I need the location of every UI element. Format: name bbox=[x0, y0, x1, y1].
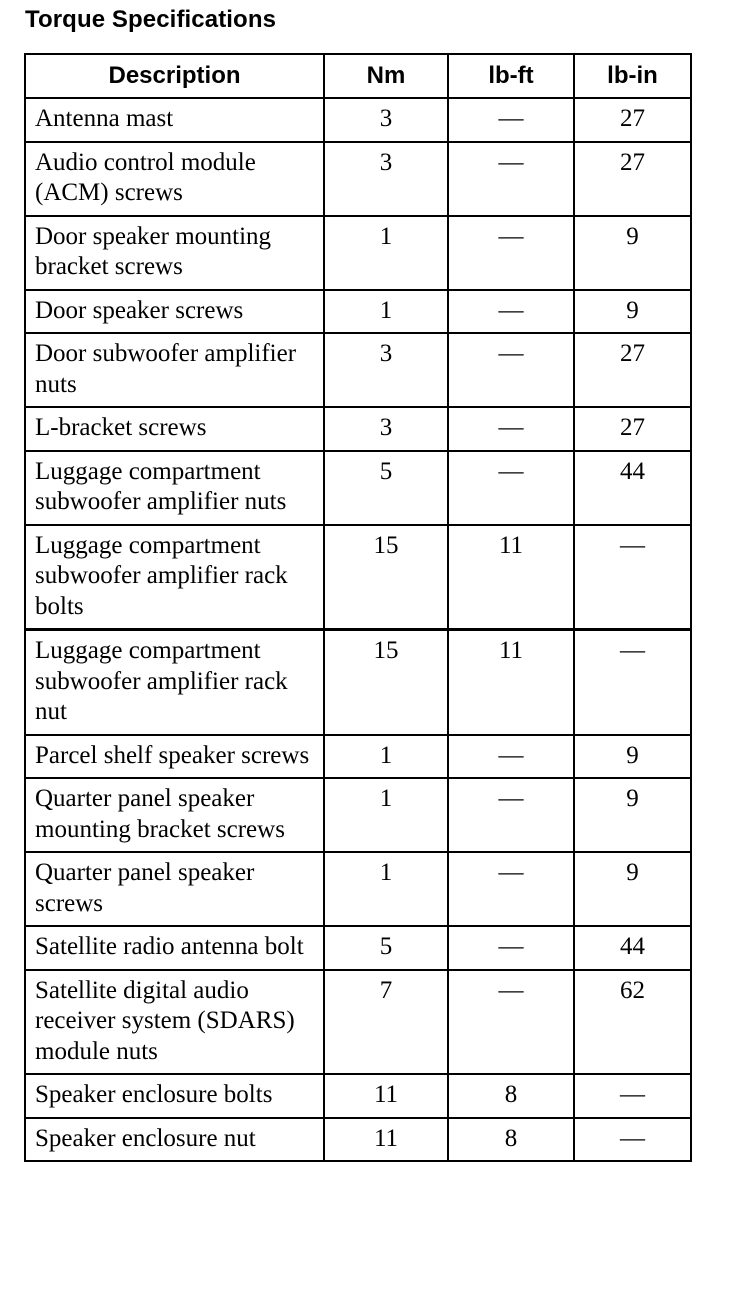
nm-cell: 11 bbox=[324, 1074, 448, 1118]
lb-in-cell: 44 bbox=[574, 451, 691, 525]
lb-ft-cell: — bbox=[448, 333, 574, 407]
nm-cell: 1 bbox=[324, 778, 448, 852]
lb-ft-cell: — bbox=[448, 926, 574, 970]
column-header-description: Description bbox=[25, 54, 324, 98]
description-cell: Satellite digital audio receiver system (SDARS) module nuts bbox=[25, 970, 324, 1075]
column-header-nm: Nm bbox=[324, 54, 448, 98]
description-cell: Quarter panel speaker screws bbox=[25, 852, 324, 926]
lb-in-cell: — bbox=[574, 525, 691, 630]
table-row bbox=[25, 333, 691, 407]
torque-specifications-table bbox=[24, 53, 692, 1162]
lb-ft-cell: — bbox=[448, 142, 574, 216]
description-cell: Speaker enclosure bolts bbox=[25, 1074, 324, 1118]
nm-cell: 3 bbox=[324, 333, 448, 407]
nm-cell: 5 bbox=[324, 451, 448, 525]
description-cell: Luggage compartment subwoofer amplifier rack nut bbox=[25, 630, 324, 735]
description-cell: Satellite radio antenna bolt bbox=[25, 926, 324, 970]
nm-cell: 3 bbox=[324, 142, 448, 216]
lb-in-cell: 9 bbox=[574, 216, 691, 290]
table-row bbox=[25, 852, 691, 926]
table-row bbox=[25, 735, 691, 779]
lb-ft-cell: 8 bbox=[448, 1118, 574, 1162]
lb-in-cell: 27 bbox=[574, 142, 691, 216]
description-cell: Speaker enclosure nut bbox=[25, 1118, 324, 1162]
lb-ft-cell: — bbox=[448, 407, 574, 451]
lb-ft-cell: — bbox=[448, 290, 574, 334]
table-row bbox=[25, 525, 691, 630]
nm-cell: 1 bbox=[324, 216, 448, 290]
description-cell: Door subwoofer amplifier nuts bbox=[25, 333, 324, 407]
lb-in-cell: 62 bbox=[574, 970, 691, 1075]
lb-ft-cell: — bbox=[448, 852, 574, 926]
lb-ft-cell: — bbox=[448, 735, 574, 779]
lb-in-cell: 9 bbox=[574, 778, 691, 852]
lb-in-cell: 27 bbox=[574, 407, 691, 451]
table-header bbox=[25, 54, 691, 98]
nm-cell: 11 bbox=[324, 1118, 448, 1162]
nm-cell: 3 bbox=[324, 407, 448, 451]
table-row bbox=[25, 98, 691, 142]
lb-ft-cell: — bbox=[448, 778, 574, 852]
column-header-lb-ft: lb-ft bbox=[448, 54, 574, 98]
page-title: Torque Specifications bbox=[25, 6, 277, 33]
description-cell: Antenna mast bbox=[25, 98, 324, 142]
lb-ft-cell: — bbox=[448, 970, 574, 1075]
nm-cell: 3 bbox=[324, 98, 448, 142]
table-row bbox=[25, 970, 691, 1075]
lb-in-cell: — bbox=[574, 1074, 691, 1118]
table-row bbox=[25, 926, 691, 970]
table-row bbox=[25, 216, 691, 290]
nm-cell: 1 bbox=[324, 290, 448, 334]
table-row bbox=[25, 1118, 691, 1162]
description-cell: Door speaker mounting bracket screws bbox=[25, 216, 324, 290]
header-row bbox=[25, 54, 691, 98]
description-cell: Audio control module (ACM) screws bbox=[25, 142, 324, 216]
lb-in-cell: 27 bbox=[574, 98, 691, 142]
lb-ft-cell: — bbox=[448, 451, 574, 525]
lb-ft-cell: 11 bbox=[448, 525, 574, 630]
lb-in-cell: 9 bbox=[574, 290, 691, 334]
lb-ft-cell: — bbox=[448, 98, 574, 142]
lb-in-cell: 27 bbox=[574, 333, 691, 407]
description-cell: L-bracket screws bbox=[25, 407, 324, 451]
lb-in-cell: 9 bbox=[574, 735, 691, 779]
description-cell: Quarter panel speaker mounting bracket screws bbox=[25, 778, 324, 852]
column-header-lb-in: lb-in bbox=[574, 54, 691, 98]
nm-cell: 15 bbox=[324, 525, 448, 630]
nm-cell: 1 bbox=[324, 735, 448, 779]
description-cell: Luggage compartment subwoofer amplifier nuts bbox=[25, 451, 324, 525]
description-cell: Luggage compartment subwoofer amplifier rack bolts bbox=[25, 525, 324, 630]
table-body bbox=[25, 98, 691, 1161]
lb-ft-cell: 11 bbox=[448, 630, 574, 735]
lb-in-cell: — bbox=[574, 630, 691, 735]
table-row bbox=[25, 290, 691, 334]
table-row bbox=[25, 142, 691, 216]
lb-ft-cell: — bbox=[448, 216, 574, 290]
lb-in-cell: — bbox=[574, 1118, 691, 1162]
lb-in-cell: 44 bbox=[574, 926, 691, 970]
table-row bbox=[25, 1074, 691, 1118]
description-cell: Parcel shelf speaker screws bbox=[25, 735, 324, 779]
table-row bbox=[25, 778, 691, 852]
table-row bbox=[25, 407, 691, 451]
table-row bbox=[25, 451, 691, 525]
nm-cell: 7 bbox=[324, 970, 448, 1075]
nm-cell: 5 bbox=[324, 926, 448, 970]
lb-in-cell: 9 bbox=[574, 852, 691, 926]
nm-cell: 1 bbox=[324, 852, 448, 926]
lb-ft-cell: 8 bbox=[448, 1074, 574, 1118]
nm-cell: 15 bbox=[324, 630, 448, 735]
table-row bbox=[25, 630, 691, 735]
description-cell: Door speaker screws bbox=[25, 290, 324, 334]
